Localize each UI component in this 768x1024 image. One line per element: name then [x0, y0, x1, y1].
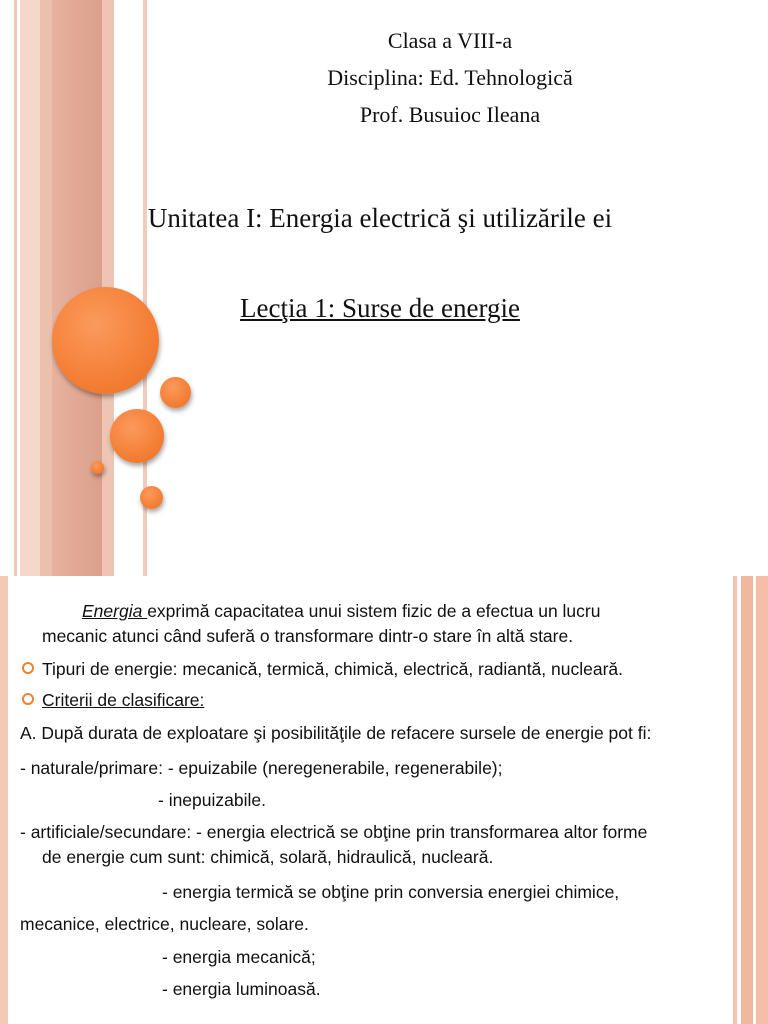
thermal-energy-cont: mecanice, electrice, nucleare, solare. [20, 914, 309, 934]
energy-term: Energia [82, 601, 148, 621]
decor-stripe [14, 0, 17, 576]
decor-circle-medium [110, 409, 164, 463]
decor-stripe [741, 576, 753, 1024]
class-label: Clasa a VIII-a [387, 28, 513, 53]
mechanical-energy: - energia mecanică; [162, 947, 316, 967]
decor-circle-tiny [91, 461, 104, 474]
decor-stripe [756, 576, 768, 1024]
decor-stripe [733, 576, 737, 1024]
energy-definition-cont: mecanic atunci când suferă o transformare dintr-o stare în altă stare. [42, 626, 574, 646]
content-slide [0, 576, 768, 1024]
thermal-energy: - energia termică se obţine prin conversia energiei chimice, [162, 882, 620, 902]
decor-circle-small [140, 486, 163, 509]
decor-stripe [20, 0, 40, 576]
energy-definition-line [82, 598, 600, 624]
bullet-icon [22, 693, 34, 705]
natural-sources: - naturale/primare: - epuizabile (neregenerabile, regenerabile); [20, 758, 503, 778]
decor-stripe [0, 576, 8, 1024]
decor-circle-small [160, 377, 191, 408]
energy-types: Tipuri de energie: mecanică, termică, chimică, electrică, radiantă, nucleară. [42, 659, 624, 679]
artificial-sources-cont: de energie cum sunt: chimică, solară, hidraulică, nucleară. [42, 847, 494, 867]
lesson-title: Lecţia 1: Surse de energie [240, 293, 520, 323]
criteria-heading: Criterii de clasificare: [42, 690, 205, 710]
discipline-label: Disciplina: Ed. Tehnologică [327, 65, 573, 90]
energy-definition: exprimă capacitatea unui sistem fizic de a efectua un lucru [147, 601, 601, 621]
decor-stripe [40, 0, 52, 576]
criterion-a: A. După durata de exploatare şi posibilităţile de refacere sursele de energie pot fi: [20, 723, 652, 743]
light-energy: - energia luminoasă. [162, 979, 321, 999]
teacher-label: Prof. Busuioc Ileana [359, 102, 541, 127]
bullet-icon [22, 662, 34, 674]
unit-title: Unitatea I: Energia electrică şi utilizările ei [147, 203, 613, 233]
artificial-sources: - artificiale/secundare: - energia electrică se obţine prin transformarea altor forme [20, 822, 648, 842]
inexhaustible-sources: - inepuizabile. [158, 790, 266, 810]
